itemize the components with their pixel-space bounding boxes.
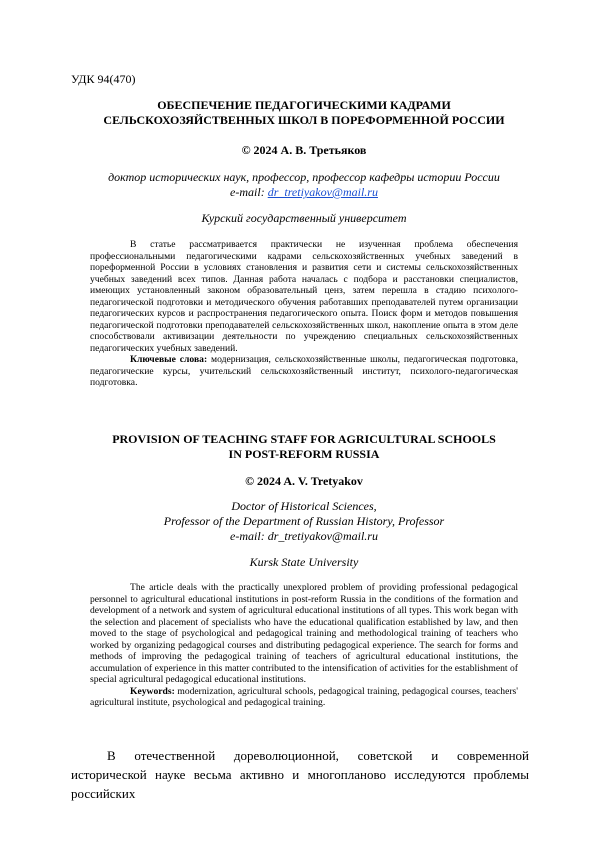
russian-keywords-text: модернизация, сельскохозяйственные школы, педагогическая подготовка, педагогические курсы, учительский сельскохозяйственный институт, психолого-педагогическая подготовка. — [90, 354, 518, 388]
english-abstract-text: The article deals with the practically unexplored problem of providing professional pedagogical personnel to agricultural educational institutions in post-reform Russia in the conditions of the formation and development of a network and system of agricultural educational institutions of all types. This work began with the selection and placement of specialists who have the educational qualification established by law, and then moved to the stage of psychological and pedagogical training and methodological training of teachers who worked by organizing pedagogical courses and distributing pedagogical experience. The search for forms and methods of improving the pedagogical training of teachers of agricultural educational institutions, the accumulation of experience in this matter contributed to the intensification of activities for the establishment of special agricultural pedagogical educational institutions. — [90, 582, 518, 685]
body-paragraph: В отечественной дореволюционной, советской и современной исторической науке весьма активно и многопланово исследуются проблемы российских — [71, 748, 529, 801]
russian-title-line-1: ОБЕСПЕЧЕНИЕ ПЕДАГОГИЧЕСКИМИ КАДРАМИ — [157, 98, 451, 112]
russian-title — [60, 98, 548, 128]
english-title-line-2: IN POST-REFORM RUSSIA — [228, 447, 380, 461]
russian-abstract — [90, 239, 518, 389]
english-email-line: e-mail: dr_tretiyakov@mail.ru — [230, 529, 378, 543]
udk-code: УДК 94(470) — [71, 72, 136, 86]
english-affiliation — [60, 499, 548, 544]
russian-email-label: e-mail: — [230, 185, 268, 199]
english-university: Kursk State University — [249, 555, 359, 569]
english-title-line-1: PROVISION OF TEACHING STAFF FOR AGRICULTURAL SCHOOLS — [112, 432, 496, 446]
english-keywords-label: Keywords: — [130, 685, 175, 697]
english-keywords-text: modernization, agricultural schools, pedagogical training, pedagogical courses, teachers' agricultural institute, psychological and pedagogical training. — [90, 685, 518, 708]
russian-abstract-text: В статье рассматривается практически не изученная проблема обеспечения профессиональными педагогическими кадрами сельскохозяйственных учебных заведений в пореформенной России в условиях становления и развития сети и системы сельскохозяйственных учебных заведений всех типов. Данная работа началась с подбора и расстановки специалистов, имеющих установленный законом образовательный ценз, затем перешла в стадию психолого-педагогической подготовки и методического обучения работавших преподавателей путем организации педагогических курсов и распространения педагогического опыта. Поиск форм и методов повышения педагогической подготовки преподавателей сельскохозяйственных школ, накопление опыта в этом деле способствовали активизации деятельности по учреждению специальных сельскохозяйственных педагогических учебных заведений. — [90, 239, 518, 354]
russian-title-line-2: СЕЛЬСКОХОЗЯЙСТВЕННЫХ ШКОЛ В ПОРЕФОРМЕННОЙ РОССИИ — [103, 113, 505, 127]
russian-author-position: доктор исторических наук, профессор, профессор кафедры истории России — [108, 170, 500, 184]
main-body-text — [71, 746, 529, 803]
english-keywords — [90, 686, 518, 709]
russian-email-line — [60, 185, 548, 200]
russian-email-link[interactable]: dr_tretiyakov@mail.ru — [267, 185, 378, 199]
russian-author: © 2024 А. В. Третьяков — [241, 143, 367, 157]
russian-affiliation — [60, 170, 548, 200]
english-title — [60, 432, 548, 462]
russian-keywords-label: Ключевые слова: — [130, 354, 208, 365]
russian-university: Курский государственный университет — [201, 211, 407, 225]
russian-keywords — [90, 354, 518, 389]
english-author: © 2024 A. V. Tretyakov — [245, 474, 363, 488]
english-author-position: Professor of the Department of Russian History, Professor — [163, 514, 445, 528]
english-abstract — [90, 582, 518, 709]
english-author-degree: Doctor of Historical Sciences, — [231, 499, 377, 513]
